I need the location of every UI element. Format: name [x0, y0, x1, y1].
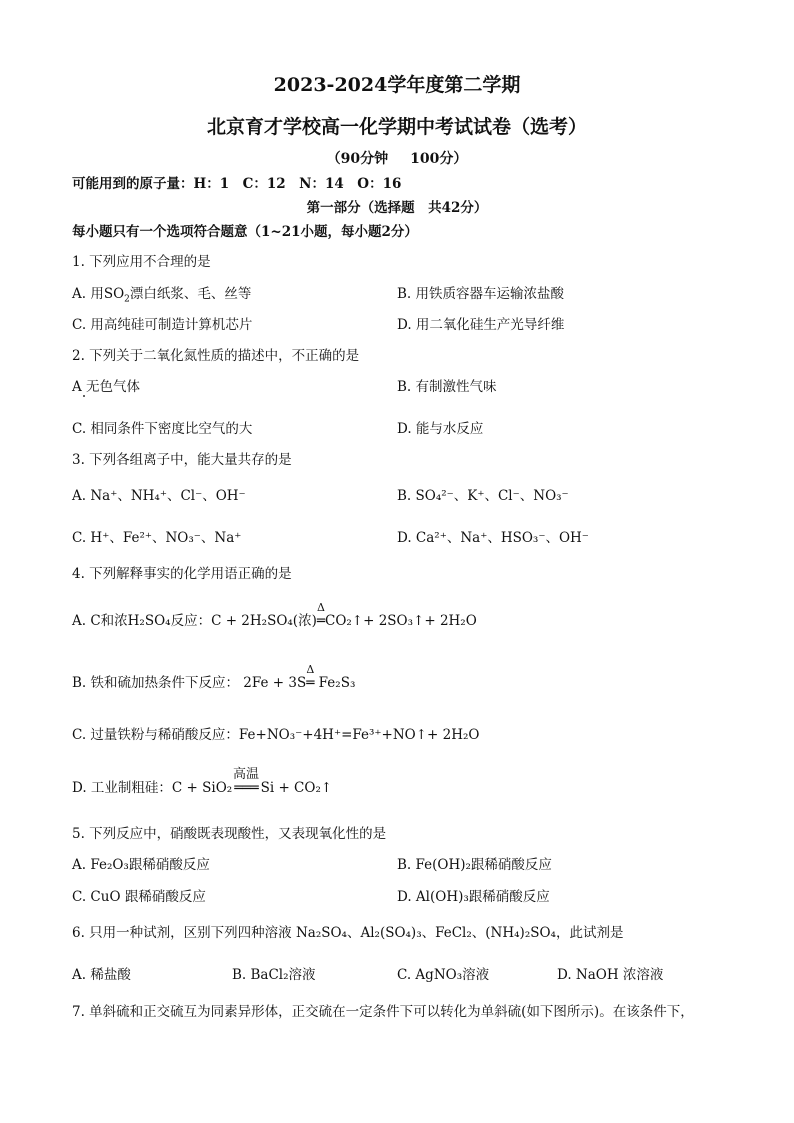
q4-option-d — [72, 767, 333, 796]
q4-a-pre: A. C和浓H₂SO₄反应：C + 2H₂SO₄(浓) — [72, 613, 317, 629]
q5-option-a: A. Fe₂O₃跟稀硝酸反应 — [72, 857, 210, 873]
q6-option-d: D. NaOH 浓溶液 — [557, 967, 664, 983]
q3-option-c: C. H⁺、Fe²⁺、NO₃⁻、Na⁺ — [72, 530, 242, 546]
q4-d-pre: D. 工业制粗硅：C + SiO₂ — [72, 780, 233, 796]
q5-option-d: D. Al(OH)₃跟稀硝酸反应 — [397, 889, 550, 905]
q3-stem: 3. 下列各组离子中，能大量共存的是 — [72, 452, 292, 468]
exam-duration: （90分钟 — [326, 151, 389, 167]
q3-option-b: B. SO₄²⁻、K⁺、Cl⁻、NO₃⁻ — [397, 488, 569, 504]
q4-b-post: Fe₂S₃ — [314, 675, 356, 691]
q4-d-post: Si + CO₂↑ — [260, 780, 333, 796]
q6-stem: 6. 只用一种试剂，区别下列四种溶液 Na₂SO₄、Al₂(SO₄)₃、FeCl₂、(NH₄)₂SO₄，此试剂是 — [72, 925, 624, 941]
q7-stem: 7. 单斜硫和正交硫互为同素异形体，正交硫在一定条件下可以转化为单斜硫(如下图所示)。在该条件下， — [72, 1004, 694, 1020]
q3-option-d: D. Ca²⁺、Na⁺、HSO₃⁻、OH⁻ — [397, 530, 589, 546]
heat-equals-sign-b: Δ ═ — [306, 663, 315, 691]
heat-symbol-b: Δ — [306, 663, 315, 676]
high-temp-label: 高温 — [233, 767, 260, 782]
atomic-masses: 可能用到的原子量：H：1 C：12 N：14 O：16 — [72, 176, 402, 192]
q3-option-a: A. Na⁺、NH₄⁺、Cl⁻、OH⁻ — [72, 488, 246, 504]
q4-option-c: C. 过量铁粉与稀硝酸反应：Fe+NO₃⁻+4H⁺=Fe³⁺+NO↑+ 2H₂O — [72, 727, 480, 743]
exam-duration-score — [0, 148, 794, 168]
q2-option-a: A 无色气体 — [72, 379, 141, 395]
q1-option-a — [72, 282, 251, 305]
q2-option-c: C. 相同条件下密度比空气的大 — [72, 421, 253, 437]
exam-score: 100分） — [410, 151, 468, 167]
exam-title: 北京育才学校高一化学期中考试试卷（选考） — [206, 116, 587, 138]
q4-b-pre: B. 铁和硫加热条件下反应： 2Fe + 3S — [72, 675, 307, 691]
exam-year: 2023-2024学年度第二学期 — [273, 74, 521, 96]
q4-option-a — [72, 601, 477, 629]
q1-a-pre: A. 用SO — [72, 286, 125, 302]
part1-title: 第一部分（选择题 共42分） — [306, 200, 488, 216]
part1-instruction: 每小题只有一个选项符合题意（1~21小题，每小题2分） — [72, 224, 418, 240]
q4-option-b — [72, 663, 356, 691]
q4-stem: 4. 下列解释事实的化学用语正确的是 — [72, 566, 292, 582]
q6-option-a: A. 稀盐酸 — [72, 967, 131, 983]
q2-option-b: B. 有制激性气味 — [397, 379, 497, 395]
q5-option-c: C. CuO 跟稀硝酸反应 — [72, 889, 206, 905]
heat-equals-sign: Δ ═ — [316, 601, 325, 629]
q2-option-d: D. 能与水反应 — [397, 421, 484, 437]
q1-option-d: D. 用二氧化硅生产光导纤维 — [397, 317, 565, 333]
q6-option-b: B. BaCl₂溶液 — [232, 967, 316, 983]
q5-stem: 5. 下列反应中，硝酸既表现酸性，又表现氧化性的是 — [72, 826, 387, 842]
high-temp-equals-sign: 高温 ═══ — [234, 780, 258, 796]
q5-option-b: B. Fe(OH)₂跟稀硝酸反应 — [397, 857, 552, 873]
q1-stem: 1. 下列应用不合理的是 — [72, 254, 211, 270]
q1-a-post: 漂白纸浆、毛、丝等 — [129, 286, 252, 302]
q2-stem: 2. 下列关于二氧化氮性质的描述中，不正确的是 — [72, 348, 360, 364]
q4-a-post: CO₂↑+ 2SO₃↑+ 2H₂O — [324, 613, 477, 629]
q1-a-sub: 2 — [124, 294, 130, 305]
q6-option-c: C. AgNO₃溶液 — [397, 967, 490, 983]
q1-option-b: B. 用铁质容器车运输浓盐酸 — [397, 286, 565, 302]
q1-option-c: C. 用高纯硅可制造计算机芯片 — [72, 317, 253, 333]
scan-dot — [83, 395, 85, 397]
heat-symbol: Δ — [316, 601, 325, 614]
